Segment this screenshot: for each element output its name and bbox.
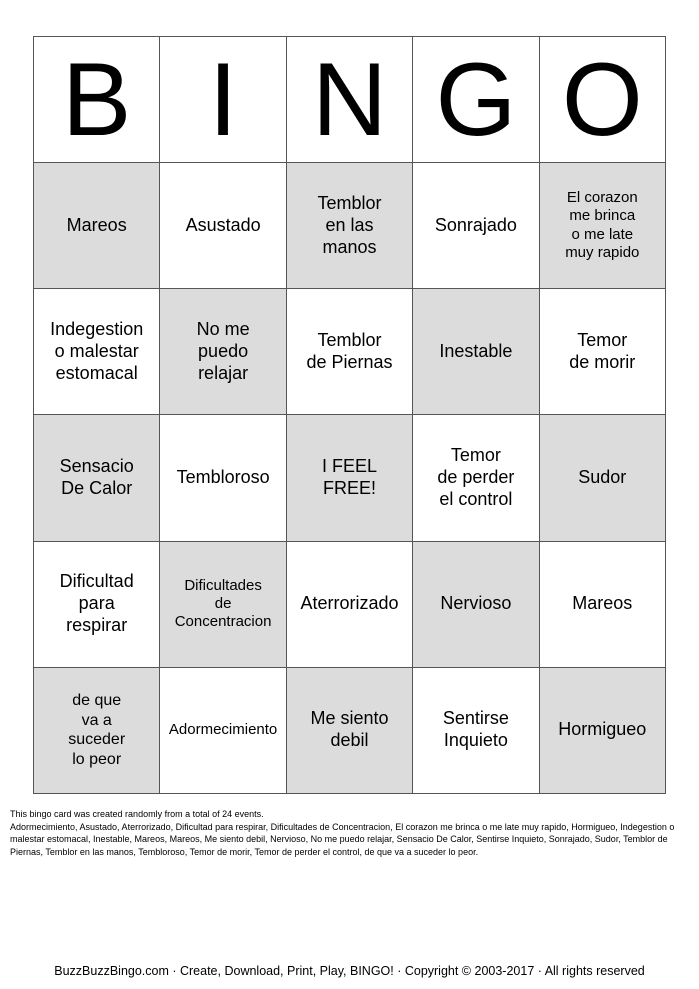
free-space-cell: [287, 415, 413, 541]
bingo-cell: [34, 163, 160, 289]
cell-text: Hormigueo: [558, 719, 647, 740]
bingo-cell: [287, 668, 413, 794]
cell-text: Temblor de Piernas: [306, 329, 393, 372]
bingo-cell: [160, 542, 286, 668]
bingo-cell: [160, 415, 286, 541]
bingo-cell: [540, 542, 666, 668]
bingo-cell: [413, 668, 539, 794]
header-letter-b: B: [34, 37, 160, 163]
bingo-cell: [540, 289, 666, 415]
cell-text: Aterrorizado: [300, 593, 399, 614]
cell-text: No me puedo relajar: [196, 318, 250, 383]
bingo-cell: [413, 415, 539, 541]
cell-text: Indegestion o malestar estomacal: [50, 318, 144, 383]
cell-text: Asustado: [185, 214, 261, 235]
header-letter-o: O: [540, 37, 666, 163]
header-letter-n: N: [287, 37, 413, 163]
cell-text: Temor de perder el control: [437, 445, 515, 510]
bingo-cell: [540, 668, 666, 794]
bingo-cell: [540, 163, 666, 289]
bingo-cell: [34, 542, 160, 668]
cell-text: de que va a suceder lo peor: [68, 692, 126, 768]
cell-text: Sentirse Inquieto: [442, 708, 509, 751]
card-info-summary: This bingo card was created randomly from a total of 24 events.: [10, 809, 264, 819]
bingo-cell: [160, 289, 286, 415]
bingo-cell: [34, 415, 160, 541]
bingo-cell: [160, 668, 286, 794]
cell-text: Temor de morir: [569, 329, 636, 372]
header-letter-g: G: [413, 37, 539, 163]
cell-text: Dificultades de Concentracion: [174, 576, 272, 631]
cell-text: Dificultad para respirar: [59, 571, 134, 636]
cell-text: Me siento debil: [310, 708, 389, 751]
cell-text: Mareos: [66, 214, 127, 235]
bingo-cell: [287, 542, 413, 668]
bingo-cell: [413, 163, 539, 289]
card-info: [10, 808, 690, 858]
bingo-cell: [34, 289, 160, 415]
footer-copyright: BuzzBuzzBingo.com · Create, Download, Print, Play, BINGO! · Copyright © 2003-2017 · All rights reserved: [54, 964, 645, 978]
bingo-cell: [287, 163, 413, 289]
cell-text: Mareos: [572, 593, 633, 614]
bingo-cell: [413, 542, 539, 668]
cell-text: Nervioso: [440, 593, 512, 614]
cell-text: Adormecimiento: [168, 721, 278, 739]
cell-text: Tembloroso: [176, 467, 270, 488]
bingo-cell: [34, 668, 160, 794]
bingo-cell: [413, 289, 539, 415]
bingo-cell: [160, 163, 286, 289]
bingo-cell: [287, 289, 413, 415]
cell-text: Sensacio De Calor: [59, 456, 134, 499]
card-info-event-list: Adormecimiento, Asustado, Aterrorizado, Dificultad para respirar, Dificultades de Concentracion, El corazon me brinca o me late muy rapido, Hormigueo, Indegestion o malestar estomacal, Inestable, Mareos, Mareos, Me siento debil, Nervioso, No me puedo relajar, Sensacio De Calor, Sentirse Inquieto, Sonrajado, Sudor, Temblor de Piernas, Temblor en las manos, Tembloroso, Temor de morir, Temor de perder el control, de que va a suceder lo peor.: [10, 821, 675, 857]
cell-text: Temblor en las manos: [317, 192, 382, 257]
bingo-cell: [540, 415, 666, 541]
cell-text: Sudor: [578, 467, 627, 488]
bingo-card: [33, 36, 666, 794]
cell-text: Inestable: [439, 340, 513, 361]
cell-text: Sonrajado: [434, 214, 517, 235]
header-letter-i: I: [160, 37, 286, 163]
cell-text: El corazon me brinca o me late muy rapido: [565, 189, 640, 262]
cell-text: I FEEL FREE!: [321, 456, 377, 499]
